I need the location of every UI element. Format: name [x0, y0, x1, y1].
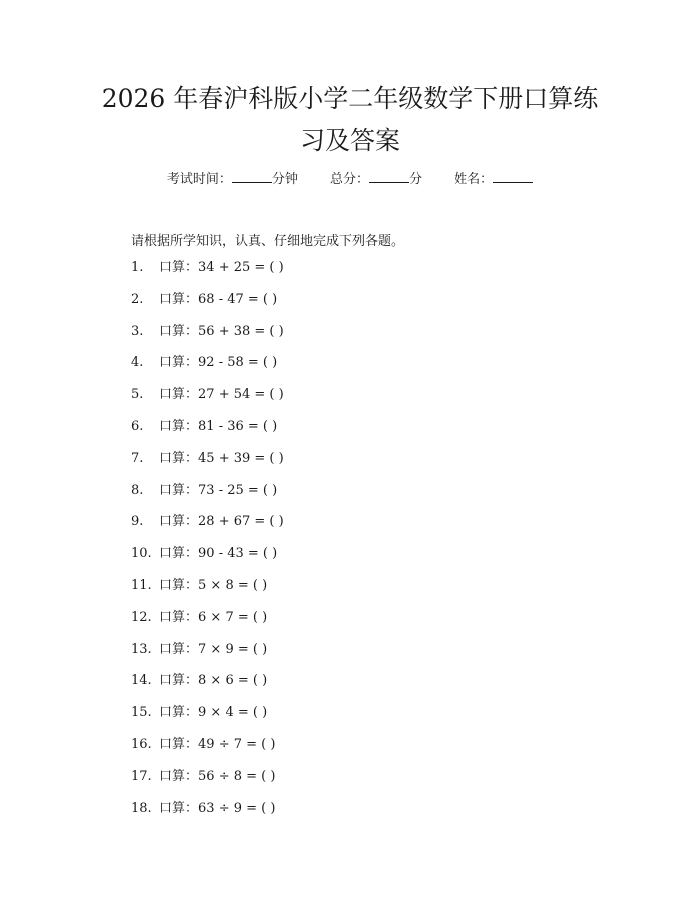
- question-number: 6.: [131, 418, 144, 434]
- question-expression: 27 + 54 = ( ): [198, 387, 284, 403]
- question-item: [131, 481, 284, 513]
- question-prefix: 口算：: [159, 260, 199, 275]
- question-expression: 49 ÷ 7 = ( ): [198, 736, 276, 752]
- question-expression: 68 - 47 = ( ): [198, 291, 278, 307]
- question-prefix: 口算：: [159, 323, 199, 339]
- question-expression: 6 × 7 = ( ): [198, 609, 268, 625]
- question-expression: 7 × 9 = ( ): [198, 641, 268, 657]
- question-prefix: 口算：: [159, 673, 199, 689]
- question-list: [131, 258, 284, 830]
- question-expression: 90 - 43 = ( ): [198, 546, 278, 562]
- total-score-field: [330, 168, 422, 187]
- question-item: [131, 544, 284, 576]
- question-item: [131, 449, 284, 481]
- question-number: 14.: [131, 673, 152, 689]
- question-item: [131, 608, 284, 640]
- question-expression: 34 + 25 = ( ): [198, 260, 284, 275]
- question-expression: 92 - 58 = ( ): [198, 355, 278, 371]
- exam-meta: [0, 168, 700, 187]
- question-expression: 28 + 67 = ( ): [198, 514, 284, 530]
- question-prefix: 口算：: [159, 546, 199, 562]
- question-prefix: 口算：: [159, 291, 199, 307]
- total-score-blank[interactable]: [369, 170, 409, 183]
- question-item: [131, 417, 284, 449]
- student-name-blank[interactable]: [493, 170, 533, 183]
- student-name-label: 姓名：: [454, 172, 494, 187]
- student-name-field: [454, 168, 533, 187]
- question-number: 2.: [131, 291, 144, 307]
- question-expression: 56 ÷ 8 = ( ): [198, 768, 276, 784]
- question-expression: 5 × 8 = ( ): [198, 577, 268, 593]
- question-item: [131, 385, 284, 417]
- question-number: 7.: [131, 450, 144, 466]
- question-prefix: 口算：: [159, 418, 199, 434]
- question-number: 18.: [131, 800, 152, 816]
- question-prefix: 口算：: [159, 768, 199, 784]
- exam-time-field: [167, 168, 298, 187]
- question-item: [131, 322, 284, 354]
- question-prefix: 口算：: [159, 355, 199, 371]
- question-prefix: 口算：: [159, 736, 199, 752]
- question-prefix: 口算：: [159, 800, 199, 816]
- total-score-unit: 分: [409, 172, 423, 187]
- question-number: 12.: [131, 609, 152, 625]
- document-title: [90, 78, 610, 162]
- exam-time-blank[interactable]: [232, 170, 272, 183]
- question-prefix: 口算：: [159, 482, 199, 498]
- question-expression: 81 - 36 = ( ): [198, 418, 278, 434]
- question-number: 5.: [131, 387, 144, 403]
- question-expression: 63 ÷ 9 = ( ): [198, 800, 276, 816]
- question-number: 10.: [131, 546, 152, 562]
- question-prefix: 口算：: [159, 387, 199, 403]
- question-prefix: 口算：: [159, 514, 199, 530]
- question-item: [131, 799, 284, 831]
- title-line-1: 2026 年春沪科版小学二年级数学下册口算练: [101, 84, 599, 113]
- question-item: [131, 512, 284, 544]
- question-item: [131, 290, 284, 322]
- question-expression: 73 - 25 = ( ): [198, 482, 278, 498]
- total-score-label: 总分：: [329, 172, 369, 187]
- question-number: 11.: [131, 577, 152, 593]
- question-number: 15.: [131, 705, 152, 721]
- question-item: [131, 703, 284, 735]
- question-number: 16.: [131, 736, 152, 752]
- question-prefix: 口算：: [159, 450, 199, 466]
- instructions: 请根据所学知识，认真、仔细地完成下列各题。: [131, 234, 405, 249]
- question-prefix: 口算：: [159, 641, 199, 657]
- question-expression: 56 + 38 = ( ): [198, 323, 284, 339]
- question-item: [131, 258, 284, 290]
- question-number: 4.: [131, 355, 144, 371]
- question-expression: 9 × 4 = ( ): [198, 705, 268, 721]
- question-item: [131, 767, 284, 799]
- question-number: 9.: [131, 514, 144, 530]
- question-prefix: 口算：: [159, 609, 199, 625]
- exam-time-label: 考试时间：: [166, 172, 232, 187]
- question-number: 13.: [131, 641, 152, 657]
- question-item: [131, 671, 284, 703]
- question-number: 1.: [131, 260, 144, 275]
- question-expression: 45 + 39 = ( ): [198, 450, 284, 466]
- question-item: [131, 353, 284, 385]
- title-line-2: 习及答案: [299, 126, 400, 155]
- question-item: [131, 576, 284, 608]
- question-prefix: 口算：: [159, 705, 199, 721]
- question-number: 3.: [131, 323, 144, 339]
- exam-time-unit: 分钟: [271, 172, 298, 187]
- question-item: [131, 640, 284, 672]
- question-item: [131, 735, 284, 767]
- question-number: 17.: [131, 768, 152, 784]
- question-number: 8.: [131, 482, 144, 498]
- question-expression: 8 × 6 = ( ): [198, 673, 268, 689]
- question-prefix: 口算：: [159, 577, 199, 593]
